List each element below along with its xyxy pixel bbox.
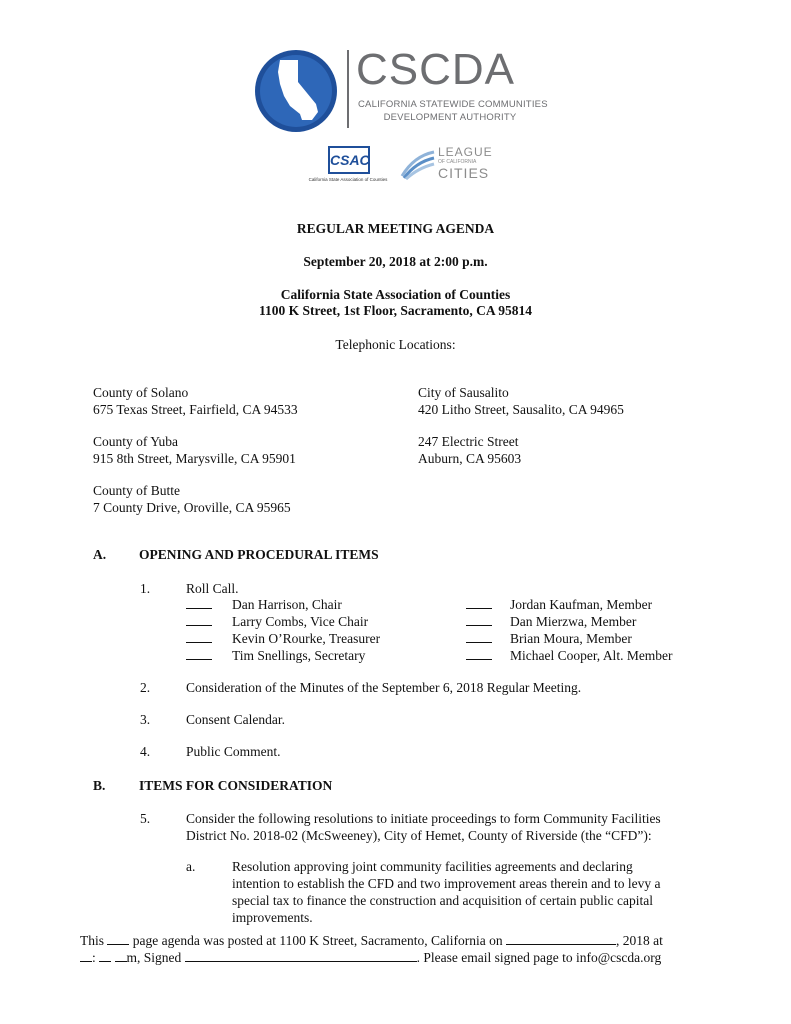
roll-call-row <box>186 647 380 664</box>
posting-notice-line2 <box>80 949 661 966</box>
sub-item-line: improvements. <box>232 910 313 925</box>
location-auburn <box>418 433 521 467</box>
cscda-logo <box>250 45 550 134</box>
telephonic-label: Telephonic Locations: <box>335 337 456 352</box>
item-number: 4. <box>140 744 151 759</box>
item-text: Consent Calendar. <box>186 712 285 727</box>
section-b-letter: B. <box>93 778 106 793</box>
item-text: Roll Call. <box>186 581 239 596</box>
footer-text: m, Signed <box>126 950 182 965</box>
league-line3: CITIES <box>438 165 490 181</box>
sub-item-a-text <box>232 858 702 926</box>
location-address: 915 8th Street, Marysville, CA 95901 <box>93 451 296 466</box>
member-name: Kevin O’Rourke, Treasurer <box>232 631 381 646</box>
attendance-blank <box>466 613 492 626</box>
location-name: County of Solano <box>93 385 189 400</box>
member-name: Jordan Kaufman, Member <box>510 597 653 612</box>
california-seal-icon <box>250 48 342 134</box>
member-name: Dan Mierzwa, Member <box>510 614 637 629</box>
attendance-blank <box>466 596 492 609</box>
member-name: Brian Moura, Member <box>510 631 632 646</box>
item-text: Consideration of the Minutes of the September 6, 2018 Regular Meeting. <box>186 680 582 695</box>
attendance-blank <box>186 613 212 626</box>
roll-call-row <box>186 630 380 647</box>
hour-blank <box>80 949 92 962</box>
roll-call-row <box>466 630 673 647</box>
minute-blank <box>99 949 111 962</box>
csac-mark: CSAC <box>328 146 370 174</box>
sub-item-line: intention to establish the CFD and two improvement areas therein and to levy a <box>232 876 661 891</box>
location-name: 247 Electric Street <box>418 434 519 449</box>
logo-divider <box>347 50 349 128</box>
item-number: 3. <box>140 712 151 727</box>
footer-text: , 2018 at <box>616 933 663 948</box>
signature-blank <box>185 949 417 962</box>
location-address: 675 Texas Street, Fairfield, CA 94533 <box>93 402 298 417</box>
sub-item-line: special tax to finance the construction and acquisition of certain public capital <box>232 893 653 908</box>
location-name: City of Sausalito <box>418 385 509 400</box>
roll-call-row <box>186 613 380 630</box>
league-wave-icon <box>400 150 436 180</box>
item-5-text <box>186 810 706 844</box>
location-yuba <box>93 433 296 467</box>
section-a-letter: A. <box>93 547 107 562</box>
roll-call-row <box>466 596 673 613</box>
league-line1: LEAGUE <box>438 145 493 159</box>
item-number: 2. <box>140 680 151 695</box>
roll-call-left <box>186 596 380 664</box>
logo-subtitle-line2: DEVELOPMENT AUTHORITY <box>383 112 517 123</box>
item-5-line: Consider the following resolutions to initiate proceedings to form Community Facilities <box>186 811 661 826</box>
logo-subtitle-line1: CALIFORNIA STATEWIDE COMMUNITIES <box>358 99 548 110</box>
footer-text: page agenda was posted at 1100 K Street, Sacramento, California on <box>132 933 503 948</box>
section-b-title: ITEMS FOR CONSIDERATION <box>139 778 333 793</box>
attendance-blank <box>466 647 492 660</box>
roll-call-row <box>186 596 380 613</box>
sub-item-line: Resolution approving joint community facilities agreements and declaring <box>232 859 633 874</box>
item-text: Public Comment. <box>186 744 281 759</box>
section-a-title: OPENING AND PROCEDURAL ITEMS <box>139 547 379 562</box>
venue-address: 1100 K Street, 1st Floor, Sacramento, CA 95814 <box>259 303 532 318</box>
member-name: Dan Harrison, Chair <box>232 597 342 612</box>
page-count-blank <box>107 932 129 945</box>
location-sausalito <box>418 384 624 418</box>
sub-item-letter: a. <box>186 859 196 874</box>
location-solano <box>93 384 298 418</box>
logo-acronym: CSCDA <box>356 45 516 94</box>
footer-text: . Please email signed page to info@cscda.org <box>416 950 662 965</box>
member-name: Michael Cooper, Alt. Member <box>510 648 673 663</box>
roll-call-right <box>466 596 673 664</box>
ampm-blank <box>115 949 127 962</box>
location-address: 420 Litho Street, Sausalito, CA 94965 <box>418 402 624 417</box>
item-number: 5. <box>140 811 151 826</box>
location-address: Auburn, CA 95603 <box>418 451 522 466</box>
posting-notice-line1 <box>80 932 663 949</box>
footer-text: : <box>92 950 96 965</box>
location-address: 7 County Drive, Oroville, CA 95965 <box>93 500 291 515</box>
league-of-california-cities-logo <box>400 146 492 186</box>
attendance-blank <box>186 647 212 660</box>
venue-name: California State Association of Counties <box>280 287 511 302</box>
location-name: County of Butte <box>93 483 180 498</box>
agenda-title: REGULAR MEETING AGENDA <box>296 221 495 236</box>
item-5-line: District No. 2018-02 (McSweeney), City of Hemet, County of Riverside (the “CFD”): <box>186 828 652 843</box>
roll-call-row <box>466 647 673 664</box>
attendance-blank <box>186 630 212 643</box>
location-butte <box>93 482 291 516</box>
roll-call-row <box>466 613 673 630</box>
member-name: Tim Snellings, Secretary <box>232 648 366 663</box>
league-line2: OF CALIFORNIA <box>438 159 477 165</box>
member-name: Larry Combs, Vice Chair <box>232 614 369 629</box>
item-number: 1. <box>140 581 151 596</box>
csac-logo <box>302 144 394 188</box>
csac-caption: California State Association of Counties <box>308 177 388 182</box>
meeting-date: September 20, 2018 at 2:00 p.m. <box>303 254 488 269</box>
attendance-blank <box>466 630 492 643</box>
footer-text: This <box>80 933 105 948</box>
attendance-blank <box>186 596 212 609</box>
posted-date-blank <box>506 932 616 945</box>
location-name: County of Yuba <box>93 434 178 449</box>
